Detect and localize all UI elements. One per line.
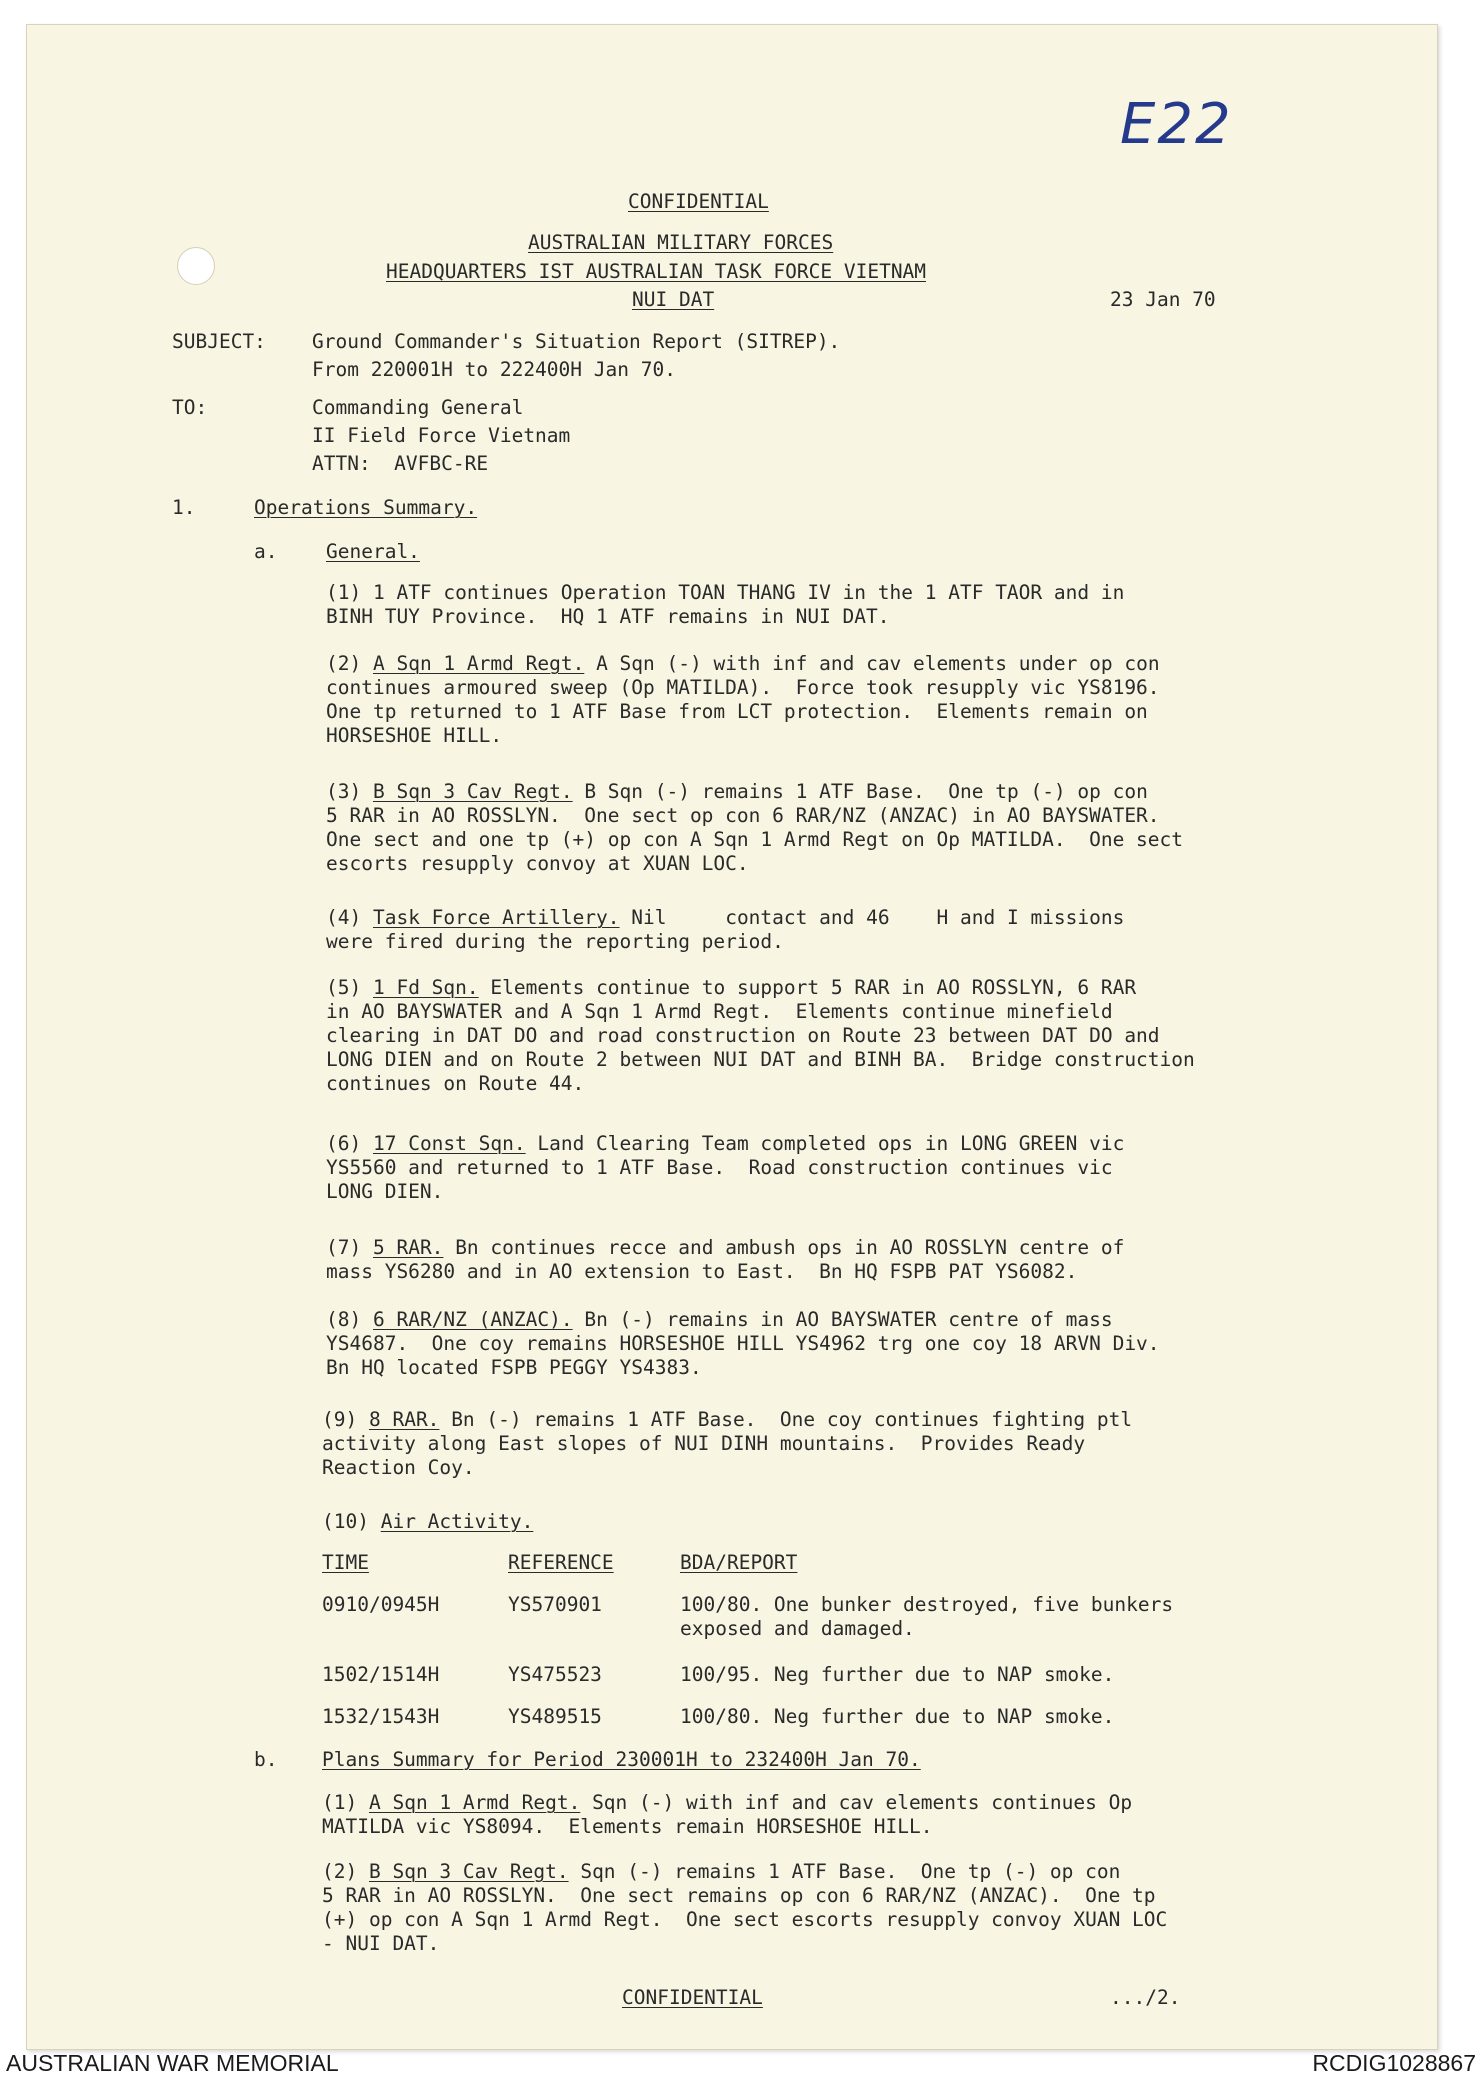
air-activity-title: Air Activity. [380, 1510, 534, 1533]
air-row-1-time: 0910/0945H [322, 1593, 440, 1616]
general-item-4-number: (4) [326, 906, 362, 929]
plans-item-1-text: Sqn (-) with inf and cav elements continues Op MATILDA vic YS8094. Elements remain HORSESHOE HILL. [322, 1791, 1133, 1838]
subsection-title-plans: Plans Summary for Period 230001H to 232400H Jan 70. [322, 1748, 921, 1771]
general-item-2 [326, 652, 1160, 748]
air-row-2-time: 1502/1514H [322, 1663, 440, 1686]
general-item-2-text: A Sqn (-) with inf and cav elements under op con continues armoured sweep (Op MATILDA). Force took resupply vic YS8196. One tp returned to 1 ATF Base from LCT protection. Elements remain on HORSESHOE HILL. [326, 652, 1160, 747]
subsection-letter-b: b. [254, 1748, 278, 1771]
air-row-3-report: 100/80. Neg further due to NAP smoke. [680, 1705, 1115, 1728]
general-item-4-text: Nil contact and 46 H and I missions were fired during the reporting period. [326, 906, 1125, 953]
org-line-2: HEADQUARTERS IST AUSTRALIAN TASK FORCE VIETNAM [386, 260, 927, 283]
general-item-6-text: Land Clearing Team completed ops in LONG GREEN vic YS5560 and returned to 1 ATF Base. Road construction continues vic LONG DIEN. [326, 1132, 1125, 1203]
air-col-header-report: BDA/REPORT [680, 1551, 798, 1574]
general-item-3 [326, 780, 1183, 876]
section-number: 1. [172, 496, 196, 519]
plans-item-2-number: (2) [322, 1860, 358, 1883]
subsection-title-general: General. [326, 540, 420, 563]
general-item-7-text: Bn continues recce and ambush ops in AO ROSSLYN centre of mass YS6280 and in AO extension to East. Bn HQ FSPB PAT YS6082. [326, 1236, 1125, 1283]
plans-item-2-text: Sqn (-) remains 1 ATF Base. One tp (-) op con 5 RAR in AO ROSSLYN. One sect remains op con 6 RAR/NZ (ANZAC). One tp (+) op con A Sqn 1 Armd Regt. One sect escorts resupply convoy XUAN LOC - NUI DAT. [322, 1860, 1168, 1955]
to-line-3: ATTN: AVFBC-RE [312, 452, 489, 475]
general-item-2-number: (2) [326, 652, 362, 675]
to-line-1: Commanding General [312, 396, 524, 419]
punch-hole [177, 247, 215, 285]
general-item-3-heading: B Sqn 3 Cav Regt. [372, 780, 573, 803]
general-item-5-heading: 1 Fd Sqn. [372, 976, 479, 999]
general-item-5-number: (5) [326, 976, 362, 999]
air-row-3-time: 1532/1543H [322, 1705, 440, 1728]
general-item-4-heading: Task Force Artillery. [372, 906, 620, 929]
general-item-9 [322, 1408, 1132, 1480]
air-row-2-reference: YS475523 [508, 1663, 602, 1686]
plans-item-2 [322, 1860, 1167, 1956]
general-item-1-number: (1) [326, 581, 362, 604]
general-item-5 [326, 976, 1195, 1096]
general-item-9-text: Bn (-) remains 1 ATF Base. One coy continues fighting ptl activity along East slopes of NUI DINH mountains. Provides Ready Reaction Coy. [322, 1408, 1133, 1479]
air-row-1-reference: YS570901 [508, 1593, 602, 1616]
air-activity-heading [322, 1510, 533, 1534]
general-item-6-heading: 17 Const Sqn. [372, 1132, 526, 1155]
to-line-2: II Field Force Vietnam [312, 424, 571, 447]
general-item-9-number: (9) [322, 1408, 358, 1431]
general-item-2-heading: A Sqn 1 Armd Regt. [372, 652, 585, 675]
handwritten-reference-number: E22 [1120, 92, 1233, 157]
section-title: Operations Summary. [254, 496, 478, 519]
subsection-letter-a: a. [254, 540, 278, 563]
subject-line-2: From 220001H to 222400H Jan 70. [312, 358, 676, 381]
subject-line-1: Ground Commander's Situation Report (SITREP). [312, 330, 841, 353]
general-item-5-text: Elements continue to support 5 RAR in AO ROSSLYN, 6 RAR in AO BAYSWATER and A Sqn 1 Armd Regt. Elements continue minefield clearing in DAT DO and road construction on Route 23 between DAT DO and LONG DIEN and on Route 2 between NUI DAT and BINH BA. Bridge construction continues on Route 44. [326, 976, 1195, 1095]
page-continuation: .../2. [1110, 1986, 1181, 2009]
air-activity-number: (10) [322, 1510, 369, 1533]
plans-item-1-heading: A Sqn 1 Armd Regt. [368, 1791, 581, 1814]
archive-caption-left: AUSTRALIAN WAR MEMORIAL [6, 2050, 339, 2076]
general-item-8 [326, 1308, 1160, 1380]
air-row-1-report: 100/80. One bunker destroyed, five bunkers exposed and damaged. [680, 1593, 1174, 1640]
document-date: 23 Jan 70 [1110, 288, 1216, 311]
general-item-6-number: (6) [326, 1132, 362, 1155]
air-col-header-time: TIME [322, 1551, 369, 1574]
general-item-7 [326, 1236, 1124, 1284]
general-item-8-heading: 6 RAR/NZ (ANZAC). [372, 1308, 573, 1331]
general-item-1-text: 1 ATF continues Operation TOAN THANG IV in the 1 ATF TAOR and in BINH TUY Province. HQ 1 ATF remains in NUI DAT. [326, 581, 1125, 628]
air-row-3-reference: YS489515 [508, 1705, 602, 1728]
archive-caption-right: RCDIG1028867 [1312, 2050, 1476, 2076]
classification-bottom: CONFIDENTIAL [622, 1986, 763, 2009]
general-item-9-heading: 8 RAR. [368, 1408, 440, 1431]
org-line-1: AUSTRALIAN MILITARY FORCES [528, 231, 834, 254]
air-col-header-reference: REFERENCE [508, 1551, 614, 1574]
classification-top: CONFIDENTIAL [628, 190, 769, 213]
general-item-7-number: (7) [326, 1236, 362, 1259]
general-item-8-text: Bn (-) remains in AO BAYSWATER centre of mass YS4687. One coy remains HORSESHOE HILL YS4962 trg one coy 18 ARVN Div. Bn HQ located FSPB PEGGY YS4383. [326, 1308, 1160, 1379]
general-item-4 [326, 906, 1124, 954]
general-item-3-text: B Sqn (-) remains 1 ATF Base. One tp (-) op con 5 RAR in AO ROSSLYN. One sect op con 6 RAR/NZ (ANZAC) in AO BAYSWATER. One sect and one tp (+) op con A Sqn 1 Armd Regt on Op MATILDA. One sect escorts resupply convoy at XUAN LOC. [326, 780, 1184, 875]
subject-label: SUBJECT: [172, 330, 266, 353]
general-item-6 [326, 1132, 1124, 1204]
to-label: TO: [172, 396, 208, 419]
general-item-8-number: (8) [326, 1308, 362, 1331]
plans-item-2-heading: B Sqn 3 Cav Regt. [368, 1860, 569, 1883]
plans-item-1-number: (1) [322, 1791, 358, 1814]
general-item-7-heading: 5 RAR. [372, 1236, 444, 1259]
general-item-3-number: (3) [326, 780, 362, 803]
air-row-2-report: 100/95. Neg further due to NAP smoke. [680, 1663, 1115, 1686]
plans-item-1 [322, 1791, 1132, 1839]
org-line-3: NUI DAT [632, 288, 715, 311]
